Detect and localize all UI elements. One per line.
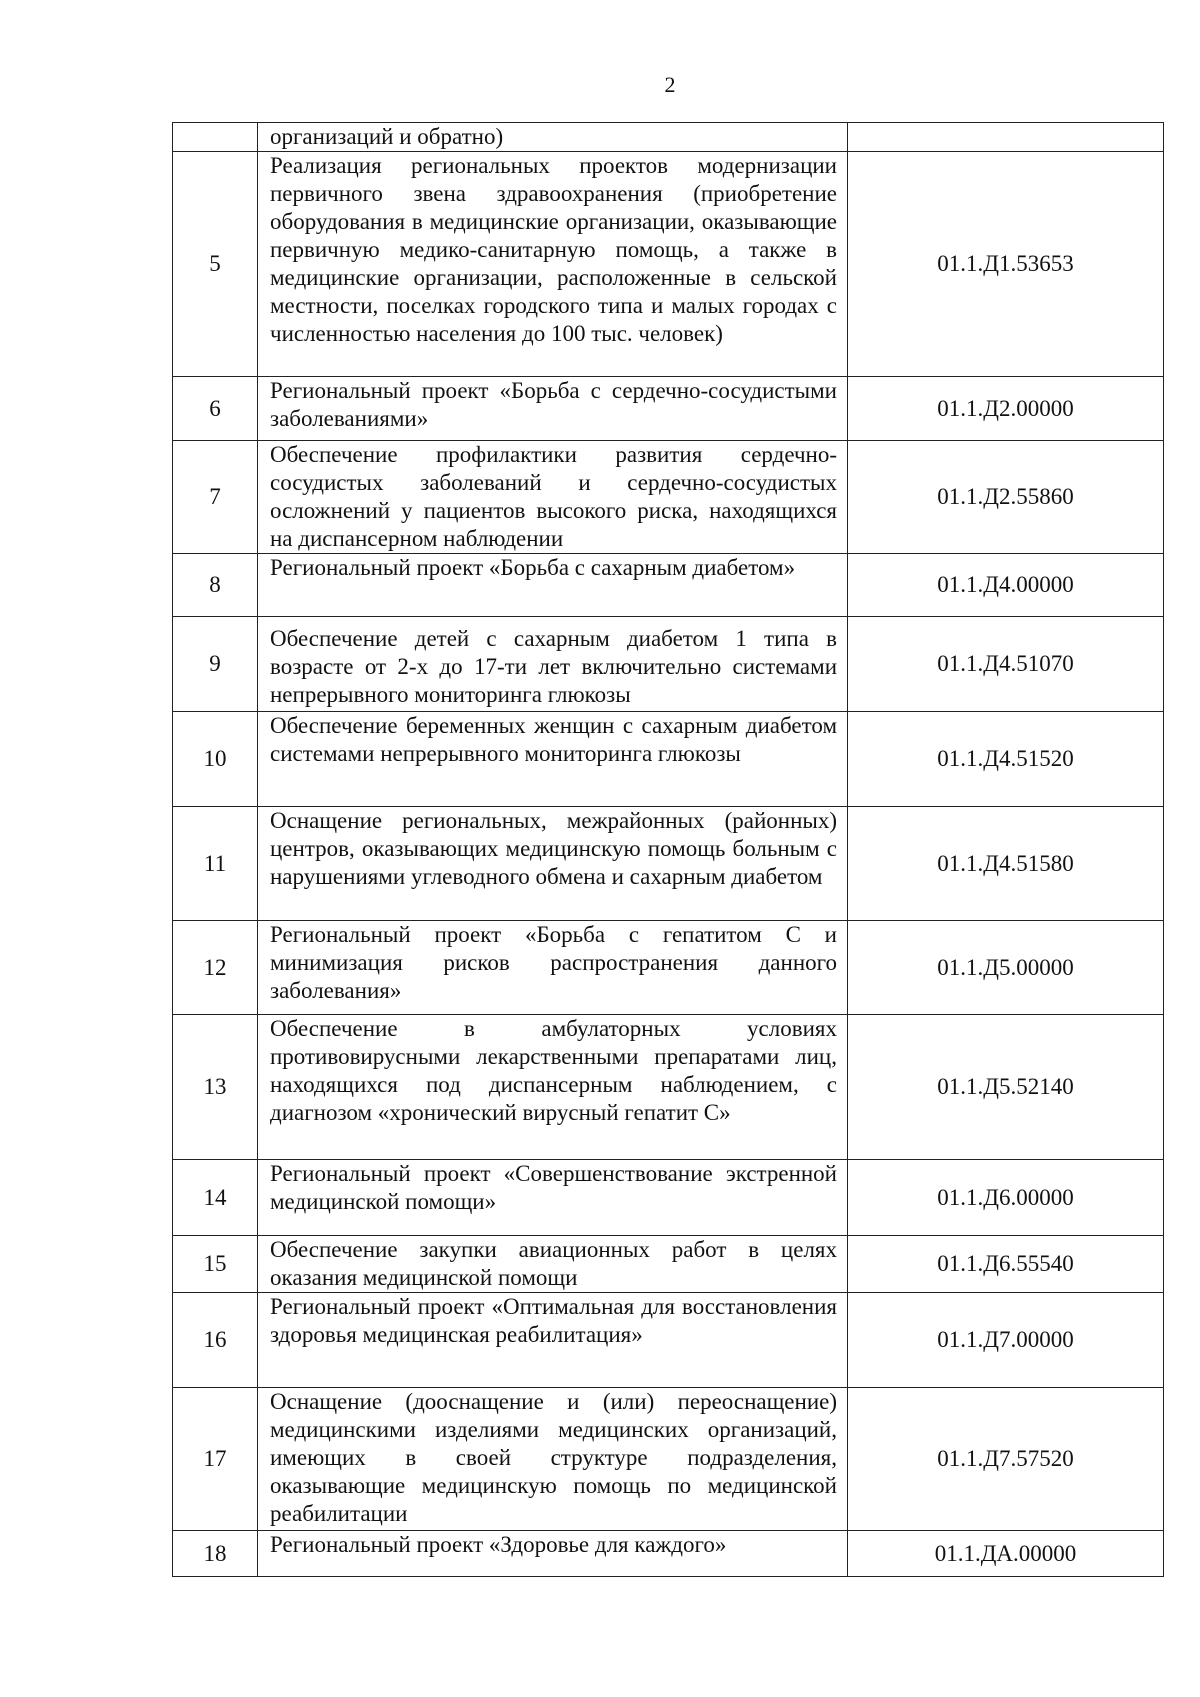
row-number: 16	[173, 1293, 258, 1388]
row-code: 01.1.ДА.00000	[848, 1531, 1164, 1577]
row-number: 18	[173, 1531, 258, 1577]
table-row	[173, 1293, 1164, 1388]
row-description: Обеспечение закупки авиационных работ в целях оказания медицинской помощи	[258, 1236, 848, 1293]
row-description: Оснащение региональных, межрайонных (районных) центров, оказывающих медицинскую помощь больным с нарушениями углеводного обмена и сахарным диабетом	[258, 807, 848, 921]
row-code: 01.1.Д5.52140	[848, 1015, 1164, 1160]
table-row	[173, 377, 1164, 441]
row-description: Обеспечение профилактики развития сердечно-сосудистых заболеваний и сердечно-сосудистых осложнений у пациентов высокого риска, находящихся на диспансерном наблюдении	[258, 441, 848, 554]
row-code: 01.1.Д2.55860	[848, 441, 1164, 554]
row-number: 8	[173, 554, 258, 617]
row-code: 01.1.Д4.51520	[848, 712, 1164, 807]
row-description: Региональный проект «Оптимальная для восстановления здоровья медицинская реабилитация»	[258, 1293, 848, 1388]
table-row	[173, 1160, 1164, 1236]
row-description: Региональный проект «Здоровье для каждого»	[258, 1531, 848, 1577]
row-number: 17	[173, 1388, 258, 1531]
table-row	[173, 921, 1164, 1015]
row-description: Региональный проект «Борьба с сердечно-сосудистыми заболеваниями»	[258, 377, 848, 441]
row-description: Обеспечение в амбулаторных условиях противовирусными лекарственными препаратами лиц, находящихся под диспансерным наблюдением, с диагнозом «хронический вирусный гепатит С»	[258, 1015, 848, 1160]
row-code: 01.1.Д7.00000	[848, 1293, 1164, 1388]
row-number: 9	[173, 617, 258, 712]
row-number: 14	[173, 1160, 258, 1236]
table-row	[173, 1388, 1164, 1531]
row-code: 01.1.Д4.51580	[848, 807, 1164, 921]
row-code: 01.1.Д2.00000	[848, 377, 1164, 441]
row-description: Региональный проект «Совершенствование экстренной медицинской помощи»	[258, 1160, 848, 1236]
row-code: 01.1.Д7.57520	[848, 1388, 1164, 1531]
row-description: Региональный проект «Борьба с сахарным диабетом»	[258, 554, 848, 617]
table-row	[173, 152, 1164, 377]
row-number: 5	[173, 152, 258, 377]
table-row	[173, 1531, 1164, 1577]
row-description: Региональный проект «Борьба с гепатитом С и минимизация рисков распространения данного заболевания»	[258, 921, 848, 1015]
row-description: организаций и обратно)	[258, 123, 848, 152]
table-row	[173, 807, 1164, 921]
row-number: 10	[173, 712, 258, 807]
page-number: 2	[664, 72, 676, 97]
budget-table	[172, 122, 1164, 1577]
row-code: 01.1.Д6.00000	[848, 1160, 1164, 1236]
row-description: Реализация региональных проектов модернизации первичного звена здравоохранения (приобретение оборудования в медицинские организации, оказывающие первичную медико-санитарную помощь, а также в медицинские организации, расположенные в сельской местности, поселках городского типа и малых городах с численностью населения до 100 тыс. человек)	[258, 152, 848, 377]
table-row	[173, 1015, 1164, 1160]
row-code	[848, 123, 1164, 152]
table-row	[173, 123, 1164, 152]
row-description: Обеспечение детей с сахарным диабетом 1 типа в возрасте от 2-х до 17-ти лет включительно системами непрерывного мониторинга глюкозы	[258, 617, 848, 712]
table-row	[173, 712, 1164, 807]
row-number	[173, 123, 258, 152]
row-code: 01.1.Д6.55540	[848, 1236, 1164, 1293]
row-number: 7	[173, 441, 258, 554]
row-code: 01.1.Д5.00000	[848, 921, 1164, 1015]
row-description: Оснащение (дооснащение и (или) переоснащение) медицинскими изделиями медицинских организаций, имеющих в своей структуре подразделения, оказывающие медицинскую помощь по медицинской реабилитации	[258, 1388, 848, 1531]
row-code: 01.1.Д1.53653	[848, 152, 1164, 377]
table-row	[173, 1236, 1164, 1293]
row-number: 11	[173, 807, 258, 921]
row-number: 15	[173, 1236, 258, 1293]
table-row	[173, 554, 1164, 617]
row-code: 01.1.Д4.00000	[848, 554, 1164, 617]
row-code: 01.1.Д4.51070	[848, 617, 1164, 712]
row-number: 6	[173, 377, 258, 441]
table-row	[173, 617, 1164, 712]
row-number: 12	[173, 921, 258, 1015]
row-description: Обеспечение беременных женщин с сахарным диабетом системами непрерывного мониторинга глюкозы	[258, 712, 848, 807]
row-number: 13	[173, 1015, 258, 1160]
table-row	[173, 441, 1164, 554]
